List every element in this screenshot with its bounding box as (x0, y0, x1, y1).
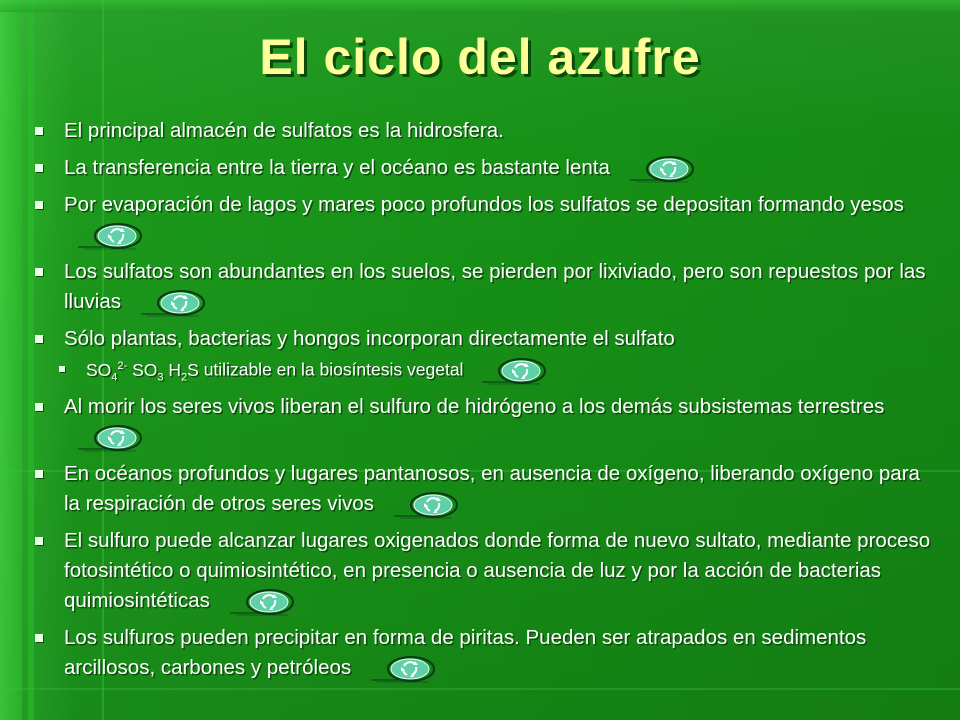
bullet-item (32, 257, 932, 317)
bullet-marker (35, 268, 43, 276)
decor-stripe (0, 0, 22, 720)
bullet-text: En océanos profundos y lugares pantanosos, en ausencia de oxígeno, liberando oxígeno para la respiración de otros seres vivos (64, 462, 920, 515)
formula-so4: $SO_4^{2-}$ (86, 359, 128, 384)
bullet-item (32, 324, 932, 354)
bullet-text: Al morir los seres vivos liberan el sulfuro de hidrógeno a los demás subsistemas terrestres (64, 395, 885, 418)
recycle-icon[interactable] (482, 357, 552, 385)
bullet-text: La transferencia entre la tierra y el océano es bastante lenta (64, 156, 610, 179)
bullet-text: El principal almacén de sulfatos es la hidrosfera. (64, 119, 504, 142)
recycle-icon[interactable] (78, 222, 148, 250)
bullet-item (32, 623, 932, 683)
recycle-icon[interactable] (394, 491, 464, 519)
sub-bullet-text: utilizable en la biosíntesis vegetal (203, 359, 464, 380)
bullet-list (32, 116, 932, 690)
formula-so3: $SO_3$ (132, 359, 164, 384)
recycle-icon[interactable] (630, 155, 700, 183)
decor-stripe (0, 0, 960, 12)
bullet-item (32, 459, 932, 519)
recycle-icon[interactable] (230, 588, 300, 616)
bullet-marker (35, 403, 43, 411)
bullet-marker (35, 537, 43, 545)
bullet-marker (35, 201, 43, 209)
sub-bullet-item (32, 357, 932, 385)
bullet-item (32, 153, 932, 183)
bullet-marker (35, 335, 43, 343)
bullet-text: Por evaporación de lagos y mares poco profundos los sulfatos se depositan formando yesos (64, 193, 904, 216)
bullet-text: El sulfuro puede alcanzar lugares oxigenados donde forma de nuevo sultato, mediante proceso fotosintético o quimiosintético, en presencia o ausencia de luz y por la acción de bacterias quimiosintéticas (64, 529, 931, 612)
bullet-item (32, 190, 932, 250)
bullet-item (32, 526, 932, 616)
formula-h2s: $H_2S$ (168, 359, 199, 384)
bullet-marker (35, 127, 43, 135)
recycle-icon[interactable] (371, 655, 441, 683)
slide-title: El ciclo del azufre (259, 29, 701, 85)
recycle-icon[interactable] (141, 289, 211, 317)
bullet-marker (35, 634, 43, 642)
bullet-text: Sólo plantas, bacterias y hongos incorporan directamente el sulfato (64, 327, 675, 350)
recycle-icon[interactable] (78, 424, 148, 452)
bullet-text: Los sulfatos son abundantes en los suelos, se pierden por lixiviado, pero son repuestos por las lluvias (64, 260, 926, 313)
bullet-item (32, 392, 932, 452)
bullet-marker (35, 164, 43, 172)
bullet-marker (35, 470, 43, 478)
bullet-item (32, 116, 932, 146)
sub-bullet-marker (59, 366, 65, 372)
bullet-text: Los sulfuros pueden precipitar en forma de piritas. Pueden ser atrapados en sedimentos arcillosos, carbones y petróleos (64, 626, 867, 679)
